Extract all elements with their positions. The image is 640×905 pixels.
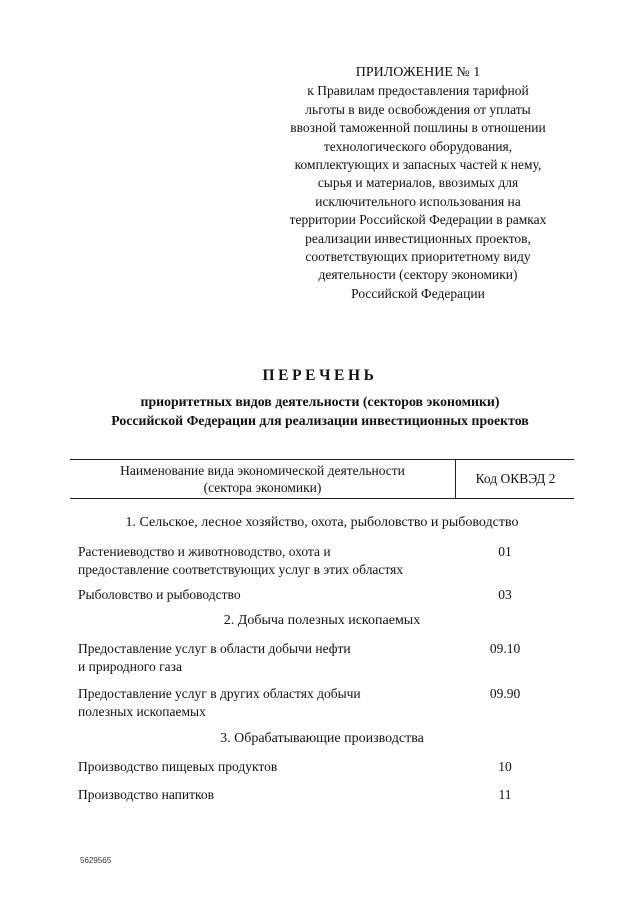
row-name-line: Рыболовство и рыбоводство — [78, 587, 241, 602]
appendix-line: реализации инвестиционных проектов, — [305, 230, 531, 246]
appendix-line: сырья и материалов, ввозимых для — [317, 175, 519, 191]
row-name — [78, 786, 438, 804]
row-name — [78, 640, 438, 675]
row-name — [78, 586, 438, 604]
row-code: 09.10 — [489, 641, 521, 656]
appendix-line: ввозной таможенной пошлины в отношении — [290, 120, 546, 136]
row-name-line: Производство напитков — [78, 787, 215, 802]
document-id: 5629565 — [80, 856, 112, 865]
table-header — [70, 459, 574, 499]
appendix-line: комплектующих и запасных частей к нему, — [294, 157, 542, 173]
subtitle-line: Российской Федерации для реализации инвестиционных проектов — [111, 413, 529, 428]
appendix-line: Российской Федерации — [351, 285, 485, 301]
appendix-line: деятельности (сектору экономики) — [318, 267, 518, 283]
appendix-line: технологического оборудования, — [323, 138, 513, 154]
appendix-line: соответствующих приоритетному виду — [305, 249, 531, 265]
column-header-name-line: (сектора экономики) — [203, 480, 322, 495]
page-title: ПЕРЕЧЕНЬ — [262, 367, 378, 384]
row-name — [78, 758, 438, 776]
row-name-line: Предоставление услуг в других областях добычи — [78, 686, 361, 701]
row-name-line: Предоставление услуг в области добычи нефти — [78, 641, 351, 656]
page-subtitle — [0, 392, 640, 430]
column-header-name — [70, 460, 456, 498]
row-code: 09.90 — [489, 686, 521, 701]
section-title: 1. Сельское, лесное хозяйство, охота, рыболовство и рыбоводство — [125, 515, 519, 530]
row-name-line: Производство пищевых продуктов — [78, 759, 278, 774]
row-name-line: и природного газа — [78, 658, 182, 674]
row-name-line: Растениеводство и животноводство, охота и — [78, 544, 331, 559]
row-name-line: полезных ископаемых — [78, 703, 206, 719]
row-name — [78, 543, 438, 578]
section-title: 3. Обрабатывающие производства — [220, 731, 424, 746]
appendix-line: льготы в виде освобождения от уплаты — [305, 101, 531, 117]
column-header-name-line: Наименование вида экономической деятельности — [120, 463, 405, 478]
row-code: 03 — [498, 587, 512, 602]
appendix-line: к Правилам предоставления тарифной — [307, 83, 529, 99]
column-header-code: Код ОКВЭД 2 — [475, 471, 556, 486]
row-code: 10 — [498, 759, 512, 774]
row-code: 01 — [498, 544, 512, 559]
subtitle-line: приоритетных видов деятельности (секторов экономики) — [140, 394, 500, 409]
appendix-line: территории Российской Федерации в рамках — [289, 212, 547, 228]
section-title: 2. Добыча полезных ископаемых — [223, 613, 421, 628]
appendix-line: исключительного использования на — [315, 193, 521, 209]
appendix-block — [262, 64, 574, 303]
appendix-title: ПРИЛОЖЕНИЕ № 1 — [355, 65, 481, 80]
row-name-line: предоставление соответствующих услуг в этих областях — [78, 561, 404, 577]
row-code: 11 — [498, 787, 512, 802]
row-name — [78, 685, 438, 720]
